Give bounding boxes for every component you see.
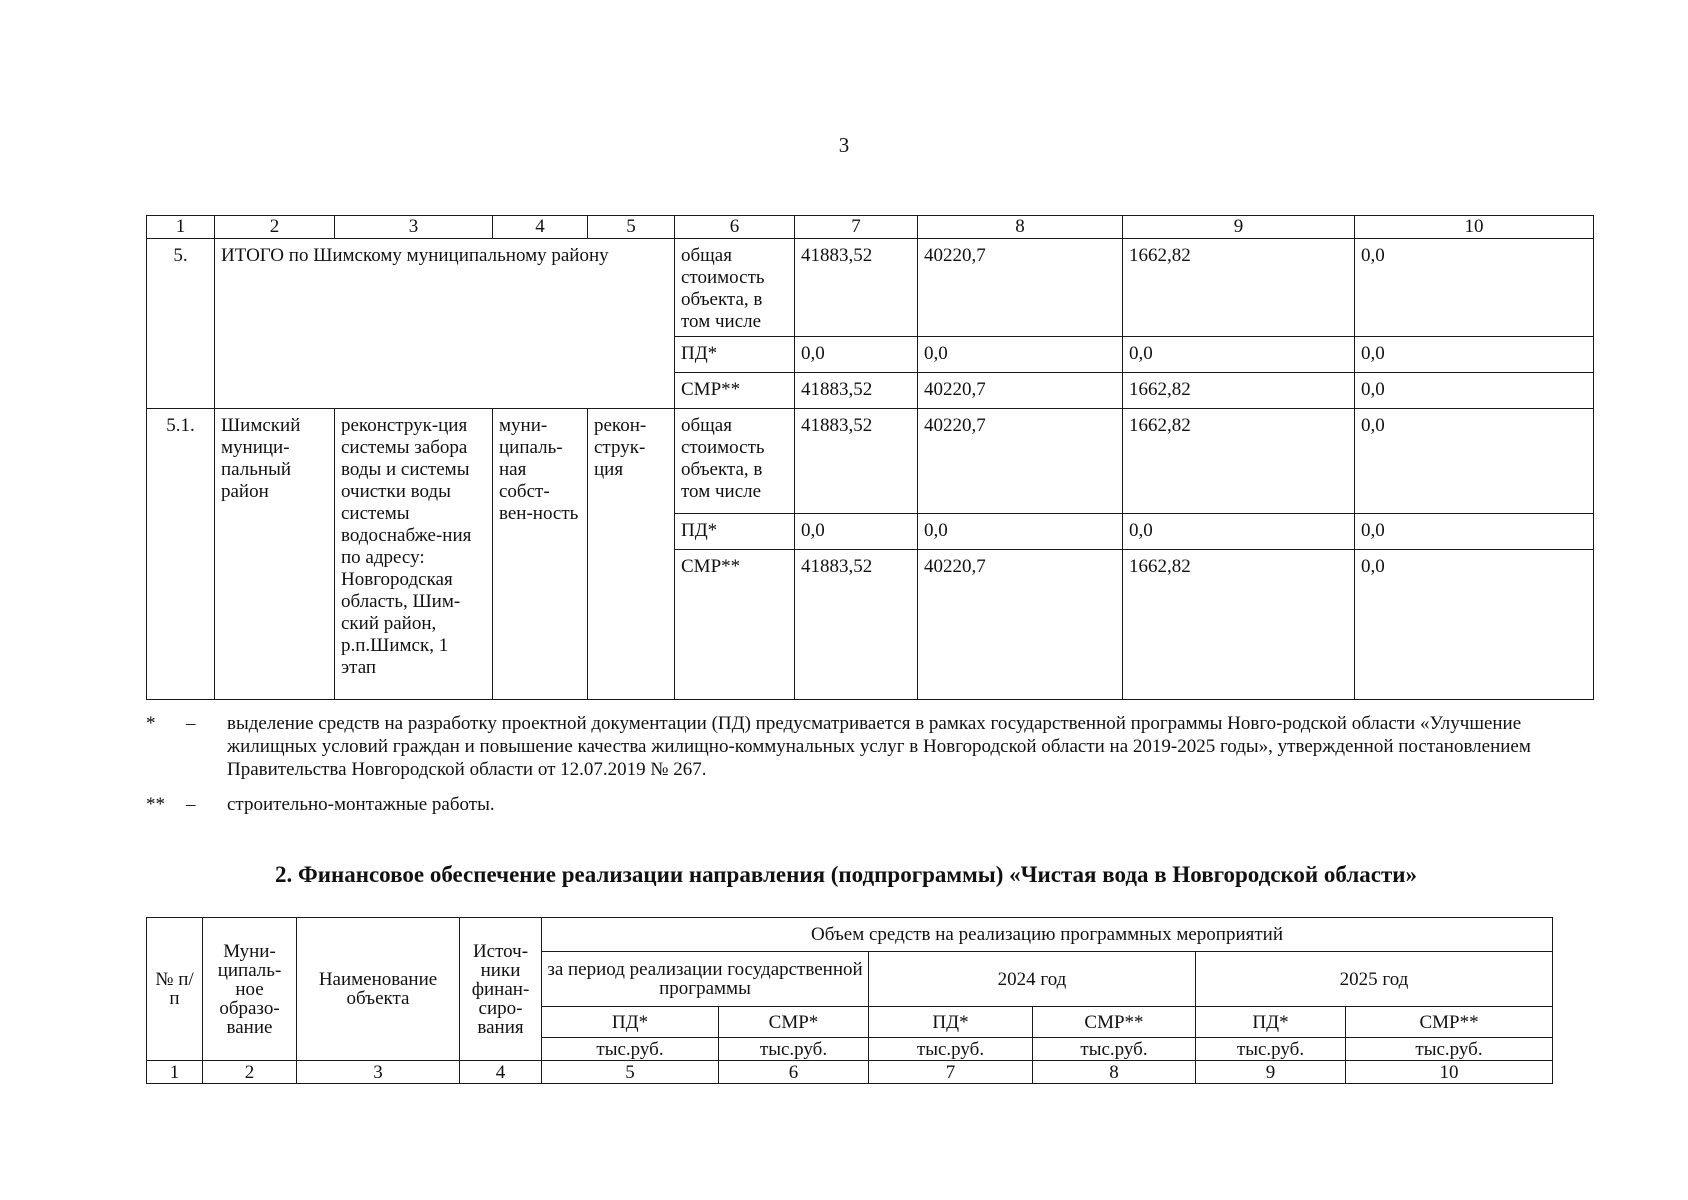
row-number: 5.1.: [147, 409, 215, 700]
value-cell: 1662,82: [1123, 550, 1355, 700]
header-cell: 8: [918, 216, 1123, 239]
cost-type: общая стоимость объекта, в том числе: [675, 239, 795, 337]
value-cell: 0,0: [1355, 514, 1594, 550]
object-cell: реконструк-ция системы забора воды и системы очистки воды системы водоснабже-ния по адресу: Новгородская область, Шим-ский район, р.п.Шимск, 1 этап: [335, 409, 493, 700]
unit-cell: тыс.руб.: [1196, 1038, 1346, 1061]
cost-type: СМР**: [675, 373, 795, 409]
header-cell: 9: [1123, 216, 1355, 239]
unit-cell: тыс.руб.: [719, 1038, 869, 1061]
index-cell: 7: [869, 1061, 1033, 1084]
col-num-header: № п/п: [147, 918, 203, 1061]
footnote-mark: *: [146, 713, 156, 734]
table-index-row: [147, 1061, 1553, 1084]
footnote-text: строительно-монтажные работы.: [227, 794, 495, 815]
value-cell: 0,0: [918, 514, 1123, 550]
index-cell: 1: [147, 1061, 203, 1084]
value-cell: 0,0: [1123, 337, 1355, 373]
cost-type: ПД*: [675, 337, 795, 373]
header-cell: 1: [147, 216, 215, 239]
col-municipality-header: Муни-ципаль-ное образо-вание: [203, 918, 297, 1061]
value-cell: 41883,52: [795, 550, 918, 700]
value-cell: 40220,7: [918, 239, 1123, 337]
index-cell: 2: [203, 1061, 297, 1084]
footnote-dash: –: [186, 713, 196, 734]
page-number: 3: [838, 133, 850, 157]
footnote-pd: [146, 712, 1546, 781]
value-cell: 0,0: [1355, 409, 1594, 514]
cost-type: СМР**: [675, 550, 795, 700]
sub-header: СМР*: [719, 1007, 869, 1038]
table-header-row: [147, 216, 1594, 239]
value-cell: 41883,52: [795, 409, 918, 514]
cost-type: общая стоимость объекта, в том числе: [675, 409, 795, 514]
value-cell: 0,0: [1355, 373, 1594, 409]
header-cell: 4: [493, 216, 588, 239]
sub-header: СМР**: [1033, 1007, 1196, 1038]
year-2024-header: 2024 год: [869, 952, 1196, 1007]
unit-cell: тыс.руб.: [542, 1038, 719, 1061]
index-cell: 3: [297, 1061, 460, 1084]
total-label: ИТОГО по Шимскому муниципальному району: [215, 239, 675, 409]
index-cell: 6: [719, 1061, 869, 1084]
value-cell: 40220,7: [918, 550, 1123, 700]
value-cell: 0,0: [1355, 550, 1594, 700]
financing-table: [146, 917, 1553, 1084]
value-cell: 0,0: [795, 514, 918, 550]
footnote-text: выделение средств на разработку проектной документации (ПД) предусматривается в рамках государственной программы Новго-родской области «Улучшение жилищных условий граждан и повышение качества жилищно-коммунальных услуг в Новгородской области на 2019-2025 годы», утвержденной постановлением Правительства Новгородской области от 12.07.2019 № 267.: [227, 713, 1531, 780]
value-cell: 1662,82: [1123, 373, 1355, 409]
value-cell: 0,0: [1123, 514, 1355, 550]
period-header: за период реализации государственной программы: [542, 952, 869, 1007]
row-number: 5.: [147, 239, 215, 409]
sub-header: ПД*: [542, 1007, 719, 1038]
value-cell: 0,0: [1355, 239, 1594, 337]
value-cell: 1662,82: [1123, 239, 1355, 337]
header-cell: 7: [795, 216, 918, 239]
footnote-smr: [146, 793, 1546, 816]
table-row: [147, 239, 1594, 337]
index-cell: 10: [1346, 1061, 1553, 1084]
col-sources-header: Источ-ники финан-сиро-вания: [460, 918, 542, 1061]
index-cell: 8: [1033, 1061, 1196, 1084]
unit-cell: тыс.руб.: [1346, 1038, 1553, 1061]
sub-header: ПД*: [869, 1007, 1033, 1038]
value-cell: 0,0: [918, 337, 1123, 373]
value-cell: 0,0: [1355, 337, 1594, 373]
value-cell: 41883,52: [795, 239, 918, 337]
index-cell: 4: [460, 1061, 542, 1084]
sub-header: СМР**: [1346, 1007, 1553, 1038]
header-cell: 6: [675, 216, 795, 239]
table-row: [147, 409, 1594, 514]
cost-type: ПД*: [675, 514, 795, 550]
header-cell: 3: [335, 216, 493, 239]
header-cell: 10: [1355, 216, 1594, 239]
section-title: 2. Финансовое обеспечение реализации направления (подпрограммы) «Чистая вода в Новгородской области»: [274, 862, 1418, 887]
index-cell: 9: [1196, 1061, 1346, 1084]
unit-cell: тыс.руб.: [869, 1038, 1033, 1061]
municipality-cell: Шимский муници-пальный район: [215, 409, 335, 700]
header-cell: 2: [215, 216, 335, 239]
value-cell: 1662,82: [1123, 409, 1355, 514]
volume-header: Объем средств на реализацию программных мероприятий: [542, 918, 1553, 952]
value-cell: 0,0: [795, 337, 918, 373]
index-cell: 5: [542, 1061, 719, 1084]
header-cell: 5: [588, 216, 675, 239]
footnote-mark: **: [146, 794, 165, 815]
footnote-dash: –: [186, 794, 196, 815]
work-type-cell: рекон-струк-ция: [588, 409, 675, 700]
ownership-cell: муни-ципаль-ная собст-вен-ность: [493, 409, 588, 700]
value-cell: 41883,52: [795, 373, 918, 409]
unit-cell: тыс.руб.: [1033, 1038, 1196, 1061]
col-object-header: Наименование объекта: [297, 918, 460, 1061]
value-cell: 40220,7: [918, 373, 1123, 409]
table-header-row: [147, 918, 1553, 952]
year-2025-header: 2025 год: [1196, 952, 1553, 1007]
value-cell: 40220,7: [918, 409, 1123, 514]
objects-table: [146, 215, 1594, 700]
sub-header: ПД*: [1196, 1007, 1346, 1038]
